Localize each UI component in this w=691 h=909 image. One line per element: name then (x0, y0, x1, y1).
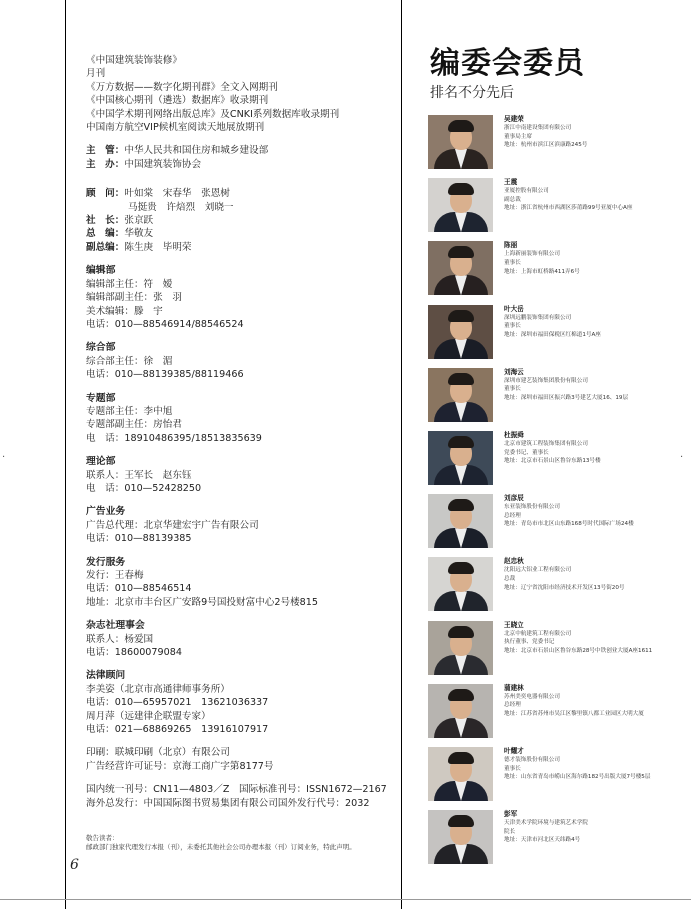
member-photo (428, 621, 493, 675)
spacer (86, 773, 396, 783)
spacer (86, 134, 396, 144)
member-info (504, 747, 690, 782)
section-line: 电话：021—68869265 13916107917 (86, 724, 269, 736)
president-value: 张京跃 (124, 215, 154, 227)
member-position: 董事长 (504, 323, 521, 330)
section-heading: 杂志社理事会 (86, 620, 145, 632)
member-position: 执行董事、党委书记 (504, 639, 555, 646)
left-border-line (65, 0, 66, 909)
advisors-line-1: 叶如棠 宋春华 张恩树 (124, 188, 230, 200)
reader-notice (86, 834, 386, 852)
member-position: 院长 (504, 828, 516, 835)
section-heading: 综合部 (86, 342, 116, 354)
section-heading: 理论部 (86, 456, 116, 468)
member-company: 北京市建筑工程装饰集团有限公司 (504, 441, 588, 447)
indexing-line-4: 中国南方航空VIP候机室阅读天地展放期刊 (86, 122, 265, 134)
section-line: 电话：010—65957021 13621036337 (86, 697, 269, 709)
member-name: 王震 (504, 178, 518, 187)
member-position: 副总裁 (504, 196, 521, 203)
printing-line-2: 广告经营许可证号：京海工商广字第8177号 (86, 760, 274, 772)
section-heading: 广告业务 (86, 506, 126, 518)
page-number: 6 (70, 857, 79, 873)
member-company: 深圳远鹏装饰集团有限公司 (504, 314, 572, 321)
member-company: 上海新丽装饰有限公司 (504, 251, 560, 258)
member-company: 沈阳远大铝业工程有限公司 (504, 567, 572, 574)
member-company: 亚厦控股有限公司 (504, 188, 549, 195)
member-photo (428, 241, 493, 295)
section-heading: 专题部 (86, 392, 116, 404)
advisors-line-2: 马挺贵 许焙烈 刘晓一 (128, 201, 234, 213)
notice-title: 敬告读者： (86, 834, 119, 842)
section-line: 综合部主任：徐 湄 (86, 355, 173, 367)
member-info (504, 115, 690, 150)
member-info (504, 241, 690, 276)
section-heading: 编辑部 (86, 265, 116, 277)
member-address: 地址：山东省青岛市崂山区海尔路182号出版大厦7号楼5层 (504, 774, 651, 781)
section-line: 联系人：王军长 赵东钰 (86, 469, 192, 481)
indexing-line-3: 《中国学术期刊网络出版总库》及CNKI系列数据库收录期刊 (86, 108, 340, 120)
member-address: 地址：北京市石景山区鲁谷东路13号楼 (504, 458, 601, 465)
section-line: 专题部主任：李中旭 (86, 405, 173, 417)
member-card (428, 494, 688, 548)
member-photo (428, 557, 493, 611)
section-line: 编辑部主任：符 嫒 (86, 278, 173, 290)
spacer (86, 382, 396, 392)
president-row (86, 214, 396, 227)
section-line: 电话：010—88139385 (86, 533, 192, 545)
member-address: 地址：浙江省杭州市西湖区莎莆路99号亚厦中心A座 (504, 205, 633, 212)
member-card (428, 557, 688, 611)
center-divider-line (401, 0, 402, 909)
member-name: 叶大岳 (504, 304, 524, 313)
editor-value: 华敬友 (124, 228, 154, 240)
section-line: 发行：王春梅 (86, 570, 144, 581)
member-name: 陈丽 (504, 241, 518, 250)
member-photo (428, 178, 493, 232)
member-address: 地址：杭州市滨江区滨康路245号 (504, 142, 588, 149)
section-line: 专题部副主任：房怡君 (86, 419, 182, 431)
section-line: 电 话：18910486395/18513835639 (86, 432, 262, 444)
section-line: 美术编辑：滕 宇 (86, 305, 163, 317)
member-name: 刘彦辰 (504, 494, 524, 503)
member-info (504, 305, 690, 340)
hair-shape (448, 246, 474, 258)
advisor-row (86, 187, 396, 200)
deputy-editor-label: 副总编： (86, 241, 125, 253)
frequency: 月刊 (86, 68, 106, 80)
member-position: 总经理 (504, 512, 521, 519)
member-photo (428, 368, 493, 422)
hair-shape (448, 626, 474, 638)
member-info (504, 684, 690, 719)
deputy-editor-row (86, 241, 396, 254)
editor-row (86, 227, 396, 240)
section-line: 地址：北京市丰台区广安路9号国投财富中心2号楼815 (86, 596, 318, 608)
spacer (86, 495, 396, 505)
member-company: 浙江中南建设集团有限公司 (504, 125, 572, 131)
host-value: 中国建筑装饰协会 (124, 158, 202, 170)
member-position: 董事长 (504, 259, 521, 266)
department-sections (86, 254, 396, 736)
spacer (86, 445, 396, 455)
member-photo (428, 305, 493, 359)
hair-shape (448, 499, 474, 511)
hair-shape (448, 436, 474, 448)
member-address: 地址：辽宁省沈阳市经济技术开发区13号街20号 (504, 584, 625, 591)
section-line: 电话：010—88546514 (86, 583, 192, 595)
member-address: 地址：北京市石景山区鲁谷东路28号中铁创业大厦A座1611 (504, 647, 653, 654)
member-card (428, 621, 688, 675)
member-address: 地址：江苏省苏州市吴江区黎里镇八都工业园区大明大厦 (504, 710, 644, 717)
member-card (428, 747, 688, 801)
member-position: 党委书记、董事长 (504, 449, 549, 456)
section-line: 电话：010—88139385/88119466 (86, 369, 244, 381)
hair-shape (448, 120, 474, 132)
right-crop-mark: · (680, 452, 684, 463)
hair-shape (448, 562, 474, 574)
host-label: 主 办： (86, 158, 125, 170)
member-card (428, 305, 688, 359)
board-title: 编委会委员 (430, 46, 585, 81)
member-name: 叶耀才 (504, 747, 524, 755)
spacer (86, 659, 396, 669)
indexing-line-1: 《万方数据——数字化期刊群》全文入网期刊 (86, 81, 278, 93)
member-info (504, 557, 690, 592)
president-label: 社 长： (86, 215, 125, 227)
hair-shape (448, 310, 474, 322)
member-position: 董事局主席 (504, 133, 532, 140)
member-info (504, 494, 690, 529)
spacer (86, 331, 396, 341)
member-address: 地址：青岛市市北区山东路168号时代国际广场24楼 (504, 521, 634, 528)
section-heading: 法律顾问 (86, 670, 126, 682)
issn-line: 国内统一刊号：CN11—4803／Z 国际标准刊号：ISSN1672—2167 (86, 784, 387, 796)
member-card (428, 368, 688, 422)
indexing-line-2: 《中国核心期刊（遴选）数据库》收录期刊 (86, 95, 269, 107)
member-address: 地址：上海市虹桥路411弄6号 (504, 268, 580, 275)
section-line: 广告总代理：北京华建宏宇广告有限公司 (86, 519, 259, 531)
member-photo (428, 684, 493, 738)
member-photo (428, 747, 493, 801)
member-card (428, 684, 688, 738)
member-address: 地址：深圳市福田保税区红棉道1号A座 (504, 331, 601, 338)
section-line: 电话：18600079084 (86, 647, 182, 659)
member-photo (428, 494, 493, 548)
member-photo (428, 115, 493, 169)
section-line: 李美姿（北京市高通律师事务所） (86, 683, 230, 695)
section-heading: 发行服务 (86, 556, 126, 568)
member-company: 东亚装饰股份有限公司 (504, 504, 560, 511)
editorial-board-column (414, 0, 691, 909)
supervisor-label: 主 管： (86, 145, 125, 157)
member-card (428, 115, 688, 169)
hair-shape (448, 752, 474, 764)
member-name: 王晓立 (504, 620, 524, 629)
member-name: 杜振舜 (504, 431, 524, 439)
member-info (504, 621, 690, 656)
supervisor-row (86, 144, 396, 157)
spacer (86, 254, 396, 264)
printing-line-1: 印刷：联城印刷（北京）有限公司 (86, 747, 230, 759)
member-name: 刘海云 (504, 367, 524, 376)
member-name: 赵忠秋 (504, 557, 524, 566)
journal-title: 《中国建筑装饰装修》 (86, 55, 182, 66)
advisor-label: 顾 问： (86, 188, 125, 200)
member-company: 北京中航建筑工程有限公司 (504, 630, 572, 637)
member-company: 德才装饰股份有限公司 (504, 757, 560, 763)
deputy-editor-value: 陈生庚 毕明荣 (124, 241, 192, 253)
hair-shape (448, 689, 474, 701)
notice-text: 邮政部门独家代理发行本报（刊），未委托其他社会公司办理本报（刊）订阅业务，特此声明。 (86, 843, 356, 851)
member-card (428, 178, 688, 232)
member-name: 蒲建林 (504, 683, 524, 692)
board-subtitle: 排名不分先后 (430, 85, 514, 101)
editor-label: 总 编： (86, 228, 125, 240)
overseas-distribution-line: 海外总发行：中国国际图书贸易集团有限公司国外发行代号：2032 (86, 797, 370, 809)
member-photo (428, 431, 493, 485)
member-company: 苏州美奕电器有限公司 (504, 693, 560, 700)
member-card (428, 810, 688, 864)
member-photo (428, 810, 493, 864)
masthead-column (86, 54, 396, 810)
member-name: 吴建荣 (504, 115, 524, 123)
member-info (504, 810, 690, 845)
section-line: 编辑部副主任：张 羽 (86, 292, 182, 304)
member-info (504, 178, 690, 213)
spacer (86, 609, 396, 619)
hair-shape (448, 373, 474, 385)
section-line: 电 话：010—52428250 (86, 482, 202, 494)
member-position: 总裁 (504, 575, 516, 582)
host-row (86, 158, 396, 171)
member-address: 地址：天津市河北区天纬路4号 (504, 837, 581, 844)
member-info (504, 431, 690, 466)
member-company: 深圳市建艺装饰集团股份有限公司 (504, 377, 588, 384)
member-card (428, 431, 688, 485)
member-position: 总经理 (504, 702, 521, 709)
member-company: 天津美术学院环境与建筑艺术学院 (504, 820, 588, 827)
section-line: 周月萍（远建律企联盟专家） (86, 710, 211, 722)
member-position: 董事长 (504, 386, 521, 393)
member-info (504, 368, 690, 403)
member-position: 董事长 (504, 765, 521, 772)
member-name: 彭军 (504, 810, 518, 819)
member-address: 地址：深圳市福田区振兴路3号建艺大厦16、19层 (504, 394, 629, 401)
spacer (86, 736, 396, 746)
supervisor-value: 中华人民共和国住房和城乡建设部 (124, 145, 269, 157)
left-crop-mark: · (2, 452, 6, 463)
spacer (86, 546, 396, 556)
member-card (428, 241, 688, 295)
spacer (86, 171, 396, 181)
hair-shape (448, 183, 474, 195)
hair-shape (448, 815, 474, 827)
section-line: 联系人：杨爱国 (86, 633, 154, 645)
section-line: 电话：010—88546914/88546524 (86, 318, 244, 330)
